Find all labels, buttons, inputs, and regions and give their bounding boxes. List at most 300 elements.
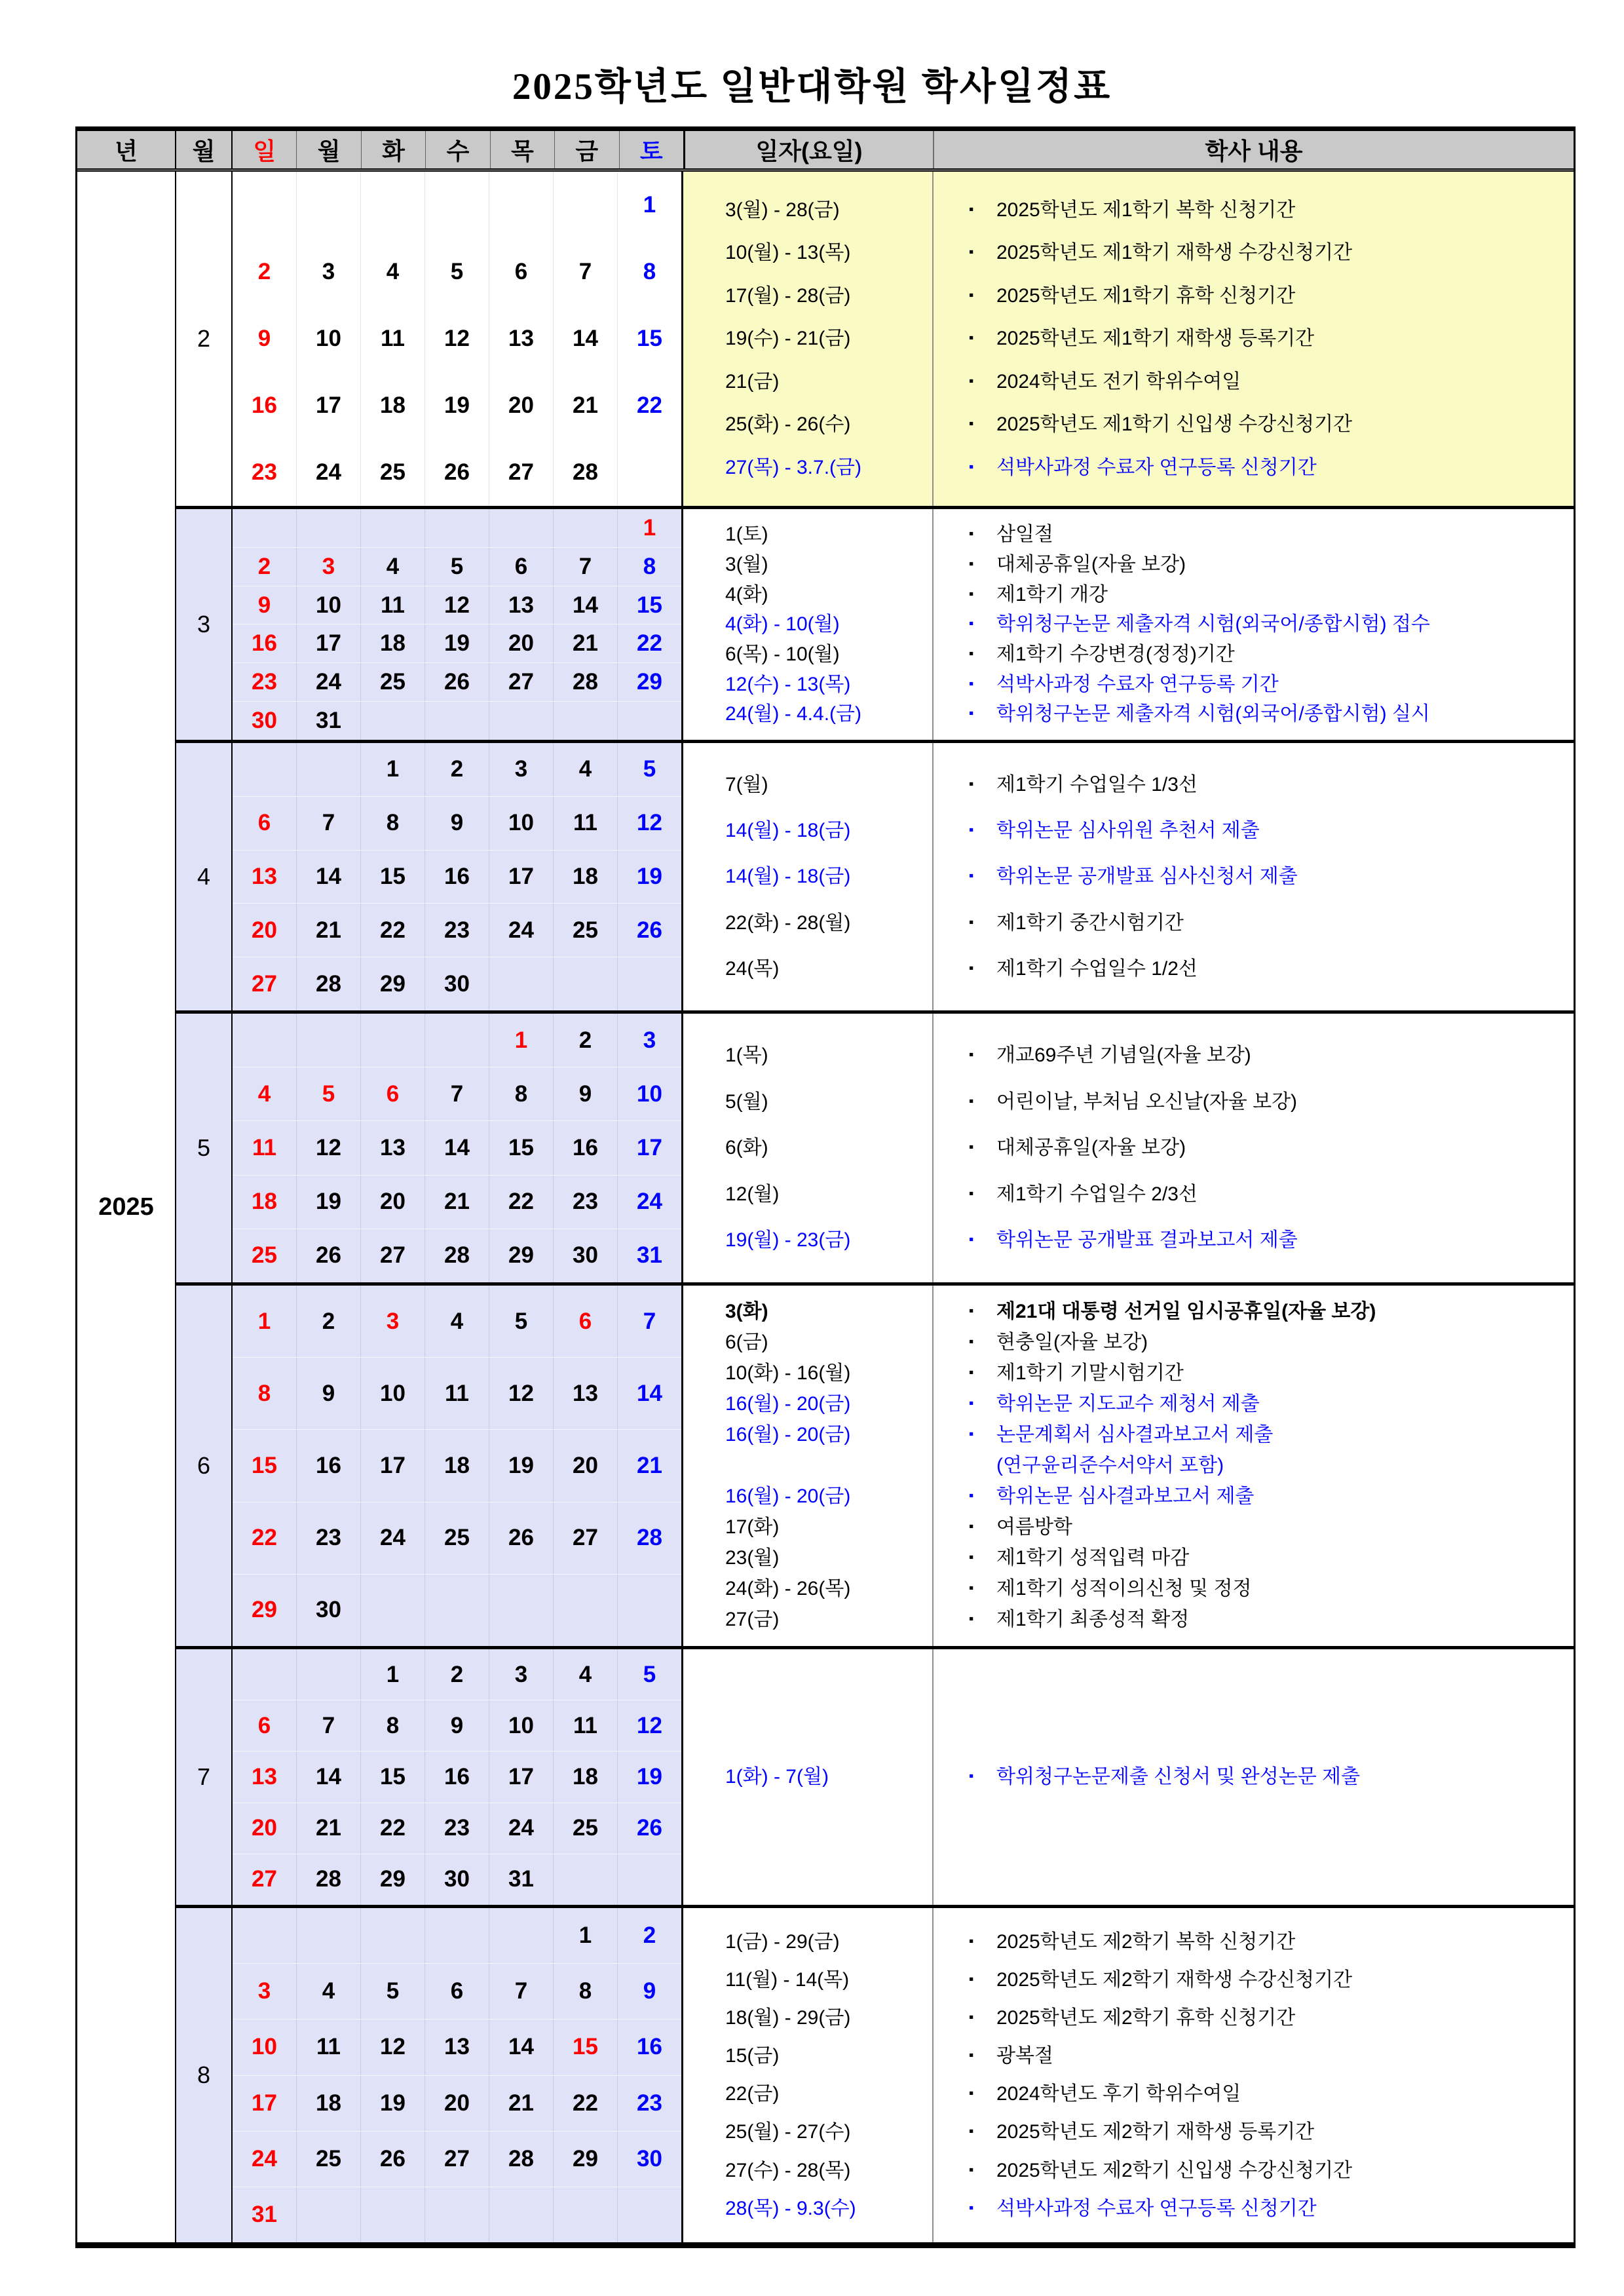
calendar-day: 20	[360, 1176, 425, 1229]
entry-content	[932, 1607, 1574, 1632]
entry-content	[932, 552, 1574, 577]
entry-text: 여름방학	[996, 1516, 1072, 1539]
entry-text: 2025학년도 제2학기 재학생 수강신청기간	[996, 1968, 1353, 1991]
calendar-day: 19	[425, 372, 489, 439]
calendar-day: 4	[360, 548, 425, 586]
schedule-entry	[683, 1515, 1574, 1540]
entry-content	[932, 1392, 1574, 1417]
entry-date: 27(금)	[725, 1608, 780, 1630]
year-label: 2025	[77, 172, 176, 2242]
calendar-day: 8	[360, 797, 425, 850]
schedule-entry	[683, 1090, 1574, 1115]
schedule-entry	[683, 957, 1574, 982]
calendar-day: 17	[252, 2090, 277, 2116]
month-label: 3	[176, 509, 233, 740]
calendar-day: 10	[617, 1067, 681, 1120]
calendar-day: 20	[489, 372, 553, 439]
calendar-day: 21	[296, 1803, 360, 1854]
calendar-day	[425, 702, 489, 740]
bullet-icon: ▪	[969, 1093, 974, 1109]
schedule-entry	[683, 455, 1574, 480]
calendar-day: 21	[296, 904, 360, 957]
month-calendar	[233, 743, 683, 1010]
bullet-icon: ▪	[969, 1611, 974, 1626]
entry-text: 2025학년도 제2학기 신입생 수강신청기간	[996, 2159, 1353, 2181]
calendar-week	[233, 1854, 681, 1905]
entry-date: 1(목)	[725, 1044, 768, 1067]
entry-text: 대체공휴일(자율 보강)	[996, 553, 1186, 575]
month-label: 2	[176, 172, 233, 506]
calendar-day	[233, 1908, 296, 1963]
calendar-day: 9	[553, 1067, 617, 1120]
entry-text: 2025학년도 제2학기 재학생 등록기간	[996, 2121, 1315, 2143]
calendar-day	[296, 2187, 360, 2242]
bullet-icon: ▪	[969, 1365, 974, 1381]
entry-text: 2025학년도 제2학기 복학 신청기간	[996, 1930, 1296, 1953]
entry-date: 12(수) - 13(목)	[725, 673, 851, 695]
entry-text: 석박사과정 수료자 연구등록 신청기간	[996, 456, 1317, 478]
calendar-day: 15	[489, 1121, 553, 1174]
entry-content	[932, 284, 1574, 309]
entry-date: 28(목) - 9.3(수)	[725, 2197, 856, 2219]
month-row-8	[176, 1908, 1574, 2242]
calendar-day: 31	[489, 1854, 553, 1905]
calendar-day: 11	[553, 1700, 617, 1751]
calendar-day: 21	[617, 1430, 681, 1501]
entry-content	[932, 1330, 1574, 1355]
calendar-day: 25	[252, 1242, 277, 1269]
calendar-day	[425, 1014, 489, 1067]
calendar-day	[553, 509, 617, 547]
entry-text: 제1학기 성적이의신청 및 정정	[996, 1578, 1252, 1600]
entry-text: 제21대 대통령 선거일 임시공휴일(자율 보강)	[996, 1301, 1376, 1323]
calendar-day: 10	[252, 2034, 277, 2060]
bullet-icon: ▪	[969, 1488, 974, 1504]
bullet-icon: ▪	[969, 1139, 974, 1155]
calendar-day: 29	[553, 2132, 617, 2187]
calendar-day: 14	[296, 1751, 360, 1802]
calendar-week	[233, 1120, 681, 1174]
calendar-day: 16	[296, 1430, 360, 1501]
calendar-day: 24	[296, 439, 360, 506]
calendar-day: 1	[617, 172, 681, 239]
calendar-day: 13	[489, 586, 553, 624]
calendar-day: 13	[425, 2019, 489, 2075]
calendar-day: 11	[296, 2019, 360, 2075]
entry-date: 25(월) - 27(수)	[725, 2121, 851, 2143]
bullet-icon: ▪	[969, 822, 974, 837]
schedule-entry	[683, 1043, 1574, 1068]
calendar-day: 14	[553, 586, 617, 624]
calendar-day: 12	[360, 2019, 425, 2075]
schedule-entry	[683, 2006, 1574, 2031]
calendar-day: 11	[360, 305, 425, 372]
entry-content	[932, 198, 1574, 223]
month-row-5	[176, 1014, 1574, 1286]
calendar-day: 25	[553, 904, 617, 957]
entry-date: 4(화) - 10(월)	[725, 613, 840, 636]
calendar-day	[553, 2187, 617, 2242]
calendar-day: 24	[252, 2145, 277, 2172]
calendar-day: 29	[489, 1229, 553, 1282]
calendar-day: 2	[425, 743, 489, 796]
calendar-day: 4	[425, 1286, 489, 1357]
calendar-day: 19	[617, 851, 681, 904]
calendar-week	[233, 701, 681, 740]
entry-text: 2024학년도 전기 학위수여일	[996, 370, 1241, 392]
schedule-entry	[683, 818, 1574, 843]
calendar-week	[233, 172, 681, 239]
bullet-icon: ▪	[969, 645, 974, 661]
calendar-day	[425, 1575, 489, 1646]
calendar-day: 27	[425, 2132, 489, 2187]
header-weekday: 수	[425, 131, 489, 168]
bullet-icon: ▪	[969, 1933, 974, 1949]
entry-date: 3(화)	[725, 1301, 768, 1323]
entry-text: 학위논문 지도교수 제청서 제출	[996, 1393, 1260, 1415]
entry-content	[932, 1043, 1574, 1068]
month-entries	[683, 1014, 1574, 1282]
entry-content	[932, 2196, 1574, 2221]
calendar-day: 5	[360, 1964, 425, 2019]
entry-text: 석박사과정 수료자 연구등록 기간	[996, 673, 1279, 695]
calendar-day: 11	[425, 1358, 489, 1429]
entry-content	[932, 583, 1574, 607]
schedule-entry	[683, 2158, 1574, 2183]
header-weekday: 금	[554, 131, 618, 168]
calendar-day: 22	[617, 624, 681, 662]
schedule-entry	[683, 1299, 1574, 1324]
calendar-day	[425, 2187, 489, 2242]
schedule-entry	[683, 702, 1574, 727]
entry-text: 학위논문 심사결과보고서 제출	[996, 1485, 1255, 1508]
schedule-entry	[683, 1182, 1574, 1207]
calendar-day: 5	[425, 239, 489, 305]
calendar-day: 2	[425, 1649, 489, 1700]
calendar-day: 30	[425, 1854, 489, 1905]
header-weekday: 토	[619, 131, 683, 168]
calendar-week	[233, 2187, 681, 2242]
entry-text: (연구윤리준수서약서 포함)	[996, 1455, 1224, 1477]
bullet-icon: ▪	[969, 1550, 974, 1565]
calendar-week	[233, 662, 681, 701]
table-body	[77, 172, 1574, 2242]
entry-date: 6(목) - 10(월)	[725, 643, 840, 665]
schedule-entry	[683, 583, 1574, 607]
bullet-icon: ▪	[969, 416, 974, 432]
calendar-day: 9	[257, 592, 271, 618]
calendar-day: 21	[489, 2076, 553, 2131]
calendar-day: 6	[257, 810, 271, 836]
bullet-icon: ▪	[969, 459, 974, 474]
calendar-day: 5	[617, 743, 681, 796]
entry-text: 어린이날, 부처님 오신날(자율 보강)	[996, 1090, 1298, 1113]
calendar-day: 10	[296, 305, 360, 372]
calendar-day: 3	[360, 1286, 425, 1357]
month-row-6	[176, 1286, 1574, 1649]
calendar-day: 18	[553, 851, 617, 904]
entry-content	[932, 1182, 1574, 1207]
calendar-day: 14	[425, 1121, 489, 1174]
entry-content	[932, 1423, 1574, 1447]
entry-content	[932, 412, 1574, 437]
calendar-day: 15	[617, 305, 681, 372]
schedule-entry	[683, 2120, 1574, 2145]
entry-text: 삼일절	[996, 524, 1053, 546]
entry-date: 22(금)	[725, 2083, 780, 2105]
schedule-entry	[683, 642, 1574, 667]
calendar-week	[233, 547, 681, 586]
entry-content	[932, 864, 1574, 889]
calendar-week	[233, 1229, 681, 1282]
header-weekdays	[233, 131, 685, 168]
calendar-week	[233, 372, 681, 439]
month-entries	[683, 1649, 1574, 1905]
calendar-day: 23	[296, 1502, 360, 1574]
entry-date: 16(월) - 20(금)	[725, 1393, 851, 1415]
calendar-day: 27	[360, 1229, 425, 1282]
entry-text: 대체공휴일(자율 보강)	[996, 1137, 1186, 1159]
calendar-day: 19	[489, 1430, 553, 1501]
calendar-day: 30	[252, 708, 277, 734]
calendar-day: 20	[489, 624, 553, 662]
calendar-day	[425, 509, 489, 547]
calendar-day	[296, 743, 360, 796]
schedule-entry	[683, 412, 1574, 437]
month-label: 4	[176, 743, 233, 1010]
entry-content	[932, 1765, 1574, 1789]
calendar-day: 3	[296, 239, 360, 305]
bullet-icon: ▪	[969, 1303, 974, 1319]
schedule-entry	[683, 1930, 1574, 1955]
calendar-day: 4	[360, 239, 425, 305]
calendar-day	[360, 172, 425, 239]
calendar-week	[233, 743, 681, 796]
entry-content	[932, 2120, 1574, 2145]
entry-content	[932, 1484, 1574, 1509]
schedule-entry	[683, 370, 1574, 394]
entry-content	[932, 370, 1574, 394]
schedule-entry	[683, 2044, 1574, 2069]
header-month: 월	[176, 131, 233, 168]
schedule-entry	[683, 1453, 1574, 1478]
entry-date: 21(금)	[725, 370, 780, 392]
calendar-day: 22	[617, 372, 681, 439]
calendar-day: 19	[360, 2076, 425, 2131]
bullet-icon: ▪	[969, 1580, 974, 1596]
month-calendar	[233, 1908, 683, 2242]
calendar-day: 20	[252, 917, 277, 943]
calendar-day: 26	[360, 2132, 425, 2187]
header-date-col: 일자(요일)	[685, 131, 934, 168]
entry-date: 10(월) - 13(목)	[725, 242, 851, 264]
calendar-day	[489, 1575, 553, 1646]
calendar-day: 3	[296, 548, 360, 586]
calendar-day: 5	[489, 1286, 553, 1357]
calendar-day: 12	[617, 1700, 681, 1751]
calendar-day: 2	[553, 1014, 617, 1067]
calendar-day: 7	[553, 548, 617, 586]
entry-date: 4(화)	[725, 583, 768, 605]
calendar-day: 19	[617, 1751, 681, 1802]
calendar-day: 2	[617, 1908, 681, 1963]
entry-content	[932, 2006, 1574, 2031]
calendar-day: 28	[553, 663, 617, 701]
calendar-day	[617, 2187, 681, 2242]
calendar-day: 7	[617, 1286, 681, 1357]
calendar-day: 26	[425, 439, 489, 506]
calendar-day: 4	[553, 743, 617, 796]
calendar-day: 11	[553, 797, 617, 850]
entry-date: 25(화) - 26(수)	[725, 413, 851, 436]
schedule-entry	[683, 1484, 1574, 1509]
calendar-day: 1	[360, 1649, 425, 1700]
month-calendar	[233, 172, 683, 506]
calendar-day: 17	[360, 1430, 425, 1501]
entry-text: 제1학기 수강변경(정정)기간	[996, 643, 1235, 665]
month-row-3	[176, 509, 1574, 743]
entry-date: 15(금)	[725, 2045, 780, 2067]
calendar-day: 23	[425, 904, 489, 957]
bullet-icon: ▪	[969, 1232, 974, 1248]
calendar-day: 30	[296, 1575, 360, 1646]
calendar-day: 4	[257, 1081, 271, 1107]
calendar-day: 28	[425, 1229, 489, 1282]
month-entries	[683, 509, 1574, 740]
calendar-day: 25	[425, 1502, 489, 1574]
schedule-entry	[683, 552, 1574, 577]
calendar-day: 1	[489, 1014, 553, 1067]
calendar-day: 17	[489, 1751, 553, 1802]
calendar-day: 17	[617, 1121, 681, 1174]
entry-text: 개교69주년 기념일(자율 보강)	[996, 1044, 1251, 1067]
calendar-day: 7	[425, 1067, 489, 1120]
calendar-week	[233, 2019, 681, 2075]
entry-text: 학위청구논문 제출자격 시험(외국어/종합시험) 실시	[996, 703, 1430, 725]
entry-content	[932, 818, 1574, 843]
entry-text: 제1학기 기말시험기간	[996, 1362, 1184, 1385]
calendar-week	[233, 439, 681, 506]
bullet-icon: ▪	[969, 1971, 974, 1987]
calendar-day: 27	[489, 663, 553, 701]
entry-text: 학위논문 심사위원 추천서 제출	[996, 820, 1260, 841]
entry-date: 14(월) - 18(금)	[725, 866, 851, 888]
calendar-day: 26	[617, 904, 681, 957]
calendar-day: 7	[296, 797, 360, 850]
schedule-entry	[683, 1392, 1574, 1417]
entry-content	[932, 612, 1574, 637]
page-title: 2025학년도 일반대학원 학사일정표	[512, 66, 1112, 107]
calendar-day: 2	[296, 1286, 360, 1357]
calendar-week	[233, 305, 681, 372]
calendar-day: 9	[617, 1964, 681, 2019]
entry-content	[932, 1453, 1574, 1478]
entry-date: 14(월) - 18(금)	[725, 820, 851, 841]
calendar-day	[617, 1575, 681, 1646]
calendar-day: 11	[360, 586, 425, 624]
calendar-day	[489, 172, 553, 239]
calendar-day: 8	[617, 548, 681, 586]
entry-date: 16(월) - 20(금)	[725, 1424, 851, 1446]
entry-text: 학위논문 공개발표 심사신청서 제출	[996, 866, 1298, 888]
entry-date: 19(수) - 21(금)	[725, 328, 851, 350]
calendar-day: 31	[296, 702, 360, 740]
calendar-day: 31	[252, 2201, 277, 2227]
calendar-day	[233, 1649, 296, 1700]
calendar-day: 10	[489, 797, 553, 850]
schedule-entry	[683, 2196, 1574, 2221]
calendar-day: 8	[257, 1380, 271, 1406]
calendar-day	[617, 702, 681, 740]
entry-date: 10(화) - 16(월)	[725, 1362, 851, 1385]
calendar-day: 18	[425, 1430, 489, 1501]
calendar-day: 25	[360, 663, 425, 701]
bullet-icon: ▪	[969, 2162, 974, 2177]
calendar-week	[233, 1286, 681, 1357]
month-row-7	[176, 1649, 1574, 1908]
calendar-day: 6	[257, 1712, 271, 1738]
calendar-week	[233, 239, 681, 305]
calendar-day	[489, 702, 553, 740]
month-entries	[683, 743, 1574, 1010]
entry-content	[932, 911, 1574, 936]
calendar-day: 5	[296, 1067, 360, 1120]
calendar-day: 8	[617, 239, 681, 305]
entry-date: 11(월) - 14(목)	[725, 1968, 850, 1991]
entry-date: 12(월)	[725, 1183, 780, 1205]
calendar-week	[233, 957, 681, 1010]
calendar-day: 7	[489, 1964, 553, 2019]
calendar-day: 24	[489, 904, 553, 957]
calendar-week	[233, 1908, 681, 1963]
calendar-day: 26	[425, 663, 489, 701]
entry-date: 27(목) - 3.7.(금)	[725, 456, 861, 478]
entry-content	[932, 522, 1574, 547]
calendar-week	[233, 586, 681, 624]
calendar-day: 23	[252, 669, 277, 695]
calendar-day: 28	[553, 439, 617, 506]
calendar-day: 29	[252, 1597, 277, 1623]
calendar-day: 2	[257, 553, 271, 579]
calendar-day: 5	[617, 1649, 681, 1700]
calendar-day: 10	[489, 1700, 553, 1751]
entry-text: 제1학기 성적입력 마감	[996, 1547, 1190, 1569]
calendar-day: 2	[257, 259, 271, 284]
bullet-icon: ▪	[969, 1334, 974, 1350]
schedule-entry	[683, 1577, 1574, 1601]
calendar-day: 8	[489, 1067, 553, 1120]
calendar-day	[553, 172, 617, 239]
calendar-day: 3	[257, 1978, 271, 2004]
bullet-icon: ▪	[969, 1047, 974, 1063]
calendar-day	[296, 1014, 360, 1067]
calendar-day: 9	[296, 1358, 360, 1429]
entry-content	[932, 326, 1574, 351]
calendar-day	[553, 1575, 617, 1646]
entry-text: 제1학기 수업일수 2/3선	[996, 1183, 1198, 1205]
bullet-icon: ▪	[969, 201, 974, 217]
entry-text: 학위논문 공개발표 결과보고서 제출	[996, 1229, 1298, 1252]
bullet-icon: ▪	[969, 1769, 974, 1784]
calendar-day: 30	[617, 2132, 681, 2187]
calendar-week	[233, 1502, 681, 1574]
entry-content	[932, 1546, 1574, 1571]
entry-date: 27(수) - 28(목)	[725, 2159, 851, 2181]
entry-date: 17(월) - 28(금)	[725, 284, 851, 307]
calendar-day: 27	[252, 1866, 277, 1892]
schedule-entry	[683, 612, 1574, 637]
header-year: 년	[77, 131, 176, 168]
